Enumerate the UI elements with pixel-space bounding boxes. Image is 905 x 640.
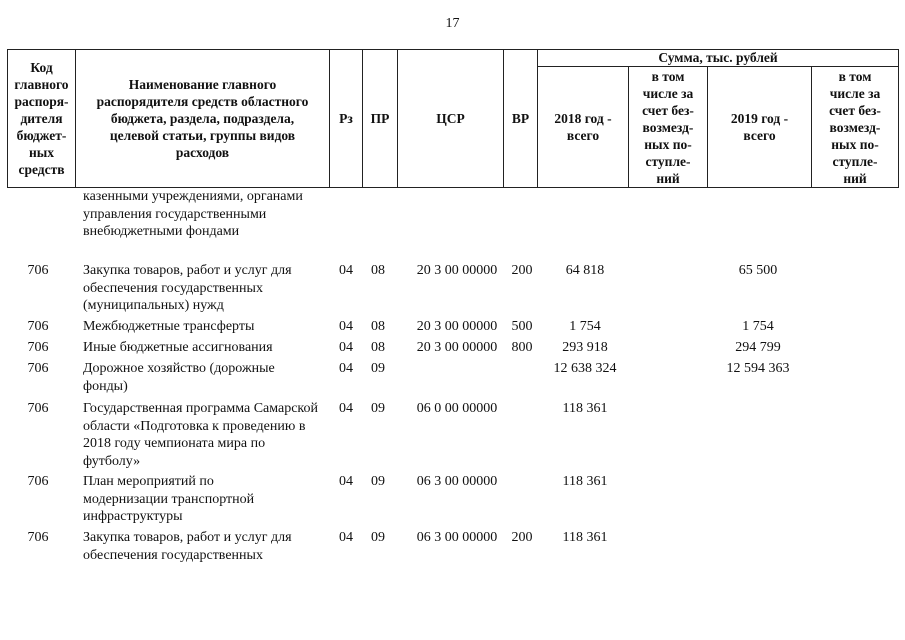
header-2018-total: 2018 год - всего — [554, 111, 612, 143]
cell-name: Иные бюджетные ассигнования — [83, 340, 273, 355]
cell-pr: 08 — [371, 340, 385, 355]
cell-2018-total: 64 818 — [565, 263, 605, 278]
cell-code: 706 — [27, 530, 49, 545]
header-pr: ПР — [370, 111, 390, 126]
cell-name: Дорожное хозяйство (дорожные фонды) — [83, 361, 275, 394]
cell-2018-total: 118 361 — [562, 474, 608, 489]
cell-rz: 04 — [339, 319, 353, 334]
cell-pr: 09 — [371, 401, 385, 416]
header-code: Код главного распоря- дителя бюджет- ных средств — [14, 60, 69, 177]
cell-name: Закупка товаров, работ и услуг для обеспечения государственных — [83, 530, 292, 563]
cell-rz: 04 — [339, 530, 353, 545]
cell-name: План мероприятий по модернизации транспортной инфраструктуры — [83, 474, 255, 524]
header-sum: Сумма, тыс. рублей — [658, 50, 778, 65]
header-2019-total: 2019 год - всего — [730, 111, 789, 143]
cell-pr: 09 — [371, 474, 385, 489]
cell-code: 706 — [27, 361, 49, 376]
cell-vr: 800 — [511, 340, 533, 355]
cell-rz: 04 — [339, 263, 353, 278]
cell-2019-total: 65 500 — [738, 263, 778, 278]
cell-rz: 04 — [339, 361, 353, 376]
cell-2018-total: 118 361 — [562, 530, 608, 545]
cell-2019-total: 294 799 — [735, 340, 781, 355]
header-2019-free: в том числе за счет без- возмезд- ных по- ступле- ний — [829, 68, 881, 186]
header-rz: Рз — [339, 111, 353, 126]
cell-2019-total: 12 594 363 — [726, 361, 790, 376]
cell-2018-total: 12 638 324 — [553, 361, 617, 376]
cell-vr: 200 — [511, 263, 533, 278]
cell-pr: 09 — [371, 530, 385, 545]
table-header — [7, 49, 899, 187]
header-name: Наименование главного распорядителя средств областного бюджета, раздела, подраздела, целевой статьи, группы видов расходов — [96, 77, 309, 160]
cell-code: 706 — [27, 319, 49, 334]
cell-pr: 09 — [371, 361, 385, 376]
cell-pr: 08 — [371, 263, 385, 278]
cell-code: 706 — [27, 474, 49, 489]
cell-code: 706 — [27, 263, 49, 278]
cell-2018-total: 118 361 — [562, 401, 608, 416]
page-number: 17 — [445, 16, 460, 31]
cell-vr: 500 — [511, 319, 533, 334]
cell-csr: 06 3 00 00000 — [416, 530, 498, 545]
cell-rz: 04 — [339, 401, 353, 416]
cell-csr: 20 3 00 00000 — [416, 340, 498, 355]
header-2018-free: в том числе за счет без- возмезд- ных по- ступле- ний — [642, 68, 694, 186]
cell-csr: 20 3 00 00000 — [416, 319, 498, 334]
cell-2018-total: 1 754 — [569, 319, 601, 334]
cell-name: казенными учреждениями, органами управления государственными внебюджетными фондами — [83, 189, 303, 239]
cell-rz: 04 — [339, 340, 353, 355]
cell-csr: 06 3 00 00000 — [416, 474, 498, 489]
cell-name: Государственная программа Самарской области «Подготовка к проведению в 2018 году чемпионата мира по футболу» — [83, 401, 319, 469]
cell-vr: 200 — [511, 530, 533, 545]
cell-name: Межбюджетные трансферты — [83, 319, 255, 334]
header-vr: ВР — [511, 111, 530, 126]
cell-rz: 04 — [339, 474, 353, 489]
cell-2018-total: 293 918 — [562, 340, 608, 355]
cell-code: 706 — [27, 401, 49, 416]
cell-2019-total: 1 754 — [742, 319, 774, 334]
cell-name: Закупка товаров, работ и услуг для обеспечения государственных (муниципальных) нужд — [83, 263, 292, 313]
cell-pr: 08 — [371, 319, 385, 334]
cell-csr: 06 0 00 00000 — [416, 401, 498, 416]
header-csr: ЦСР — [436, 111, 465, 126]
cell-csr: 20 3 00 00000 — [416, 263, 498, 278]
cell-code: 706 — [27, 340, 49, 355]
